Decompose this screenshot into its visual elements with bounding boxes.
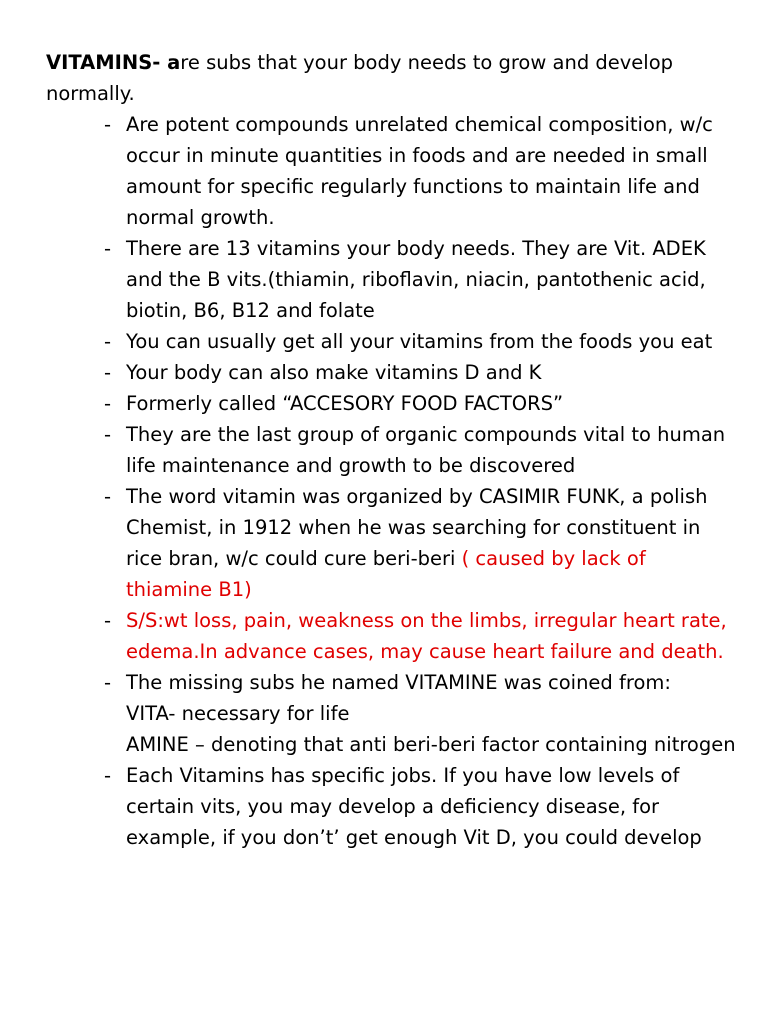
- bullet-list: [46, 109, 738, 853]
- symptoms-text: S/S:wt loss, pain, weakness on the limbs, irregular heart rate, edema.In advance cases, may cause heart failure and death.: [126, 609, 727, 663]
- intro-text: re subs that your body needs to grow and develop normally.: [46, 51, 674, 105]
- list-item: [126, 605, 738, 667]
- list-item: - The missing subs he named VITAMINE was coined from: VITA- necessary for life AMINE – denoting that anti beri-beri factor containing nitrogen: [126, 667, 738, 760]
- list-item: - You can usually get all your vitamins from the foods you eat: [126, 326, 738, 357]
- red-note: ( caused by lack of thiamine B1): [126, 547, 646, 601]
- intro-paragraph: [46, 47, 738, 109]
- list-item: - Formerly called “ACCESORY FOOD FACTORS”: [126, 388, 738, 419]
- list-item: - Are potent compounds unrelated chemical composition, w/c occur in minute quantities in foods and are needed in small amount for specific regularly functions to maintain life and normal growth.: [126, 109, 738, 233]
- list-item: - Your body can also make vitamins D and K: [126, 357, 738, 388]
- list-item: - They are the last group of organic compounds vital to human life maintenance and growth to be discovered: [126, 419, 738, 481]
- list-item: - There are 13 vitamins your body needs. They are Vit. ADEK and the B vits.(thiamin, riboflavin, niacin, pantothenic acid, biotin, B6, B12 and folate: [126, 233, 738, 326]
- list-item: - The word vitamin was organized by CASIMIR FUNK, a polish Chemist, in 1912 when he was searching for constituent in rice bran, w/c could cure beri-beri ( caused by lack of thiamine B1): [126, 481, 738, 605]
- list-item: - Each Vitamins has specific jobs. If you have low levels of certain vits, you may develop a deficiency disease, for example, if you don’t’ get enough Vit D, you could develop: [126, 760, 738, 853]
- vitamins-heading: VITAMINS- a: [46, 51, 181, 74]
